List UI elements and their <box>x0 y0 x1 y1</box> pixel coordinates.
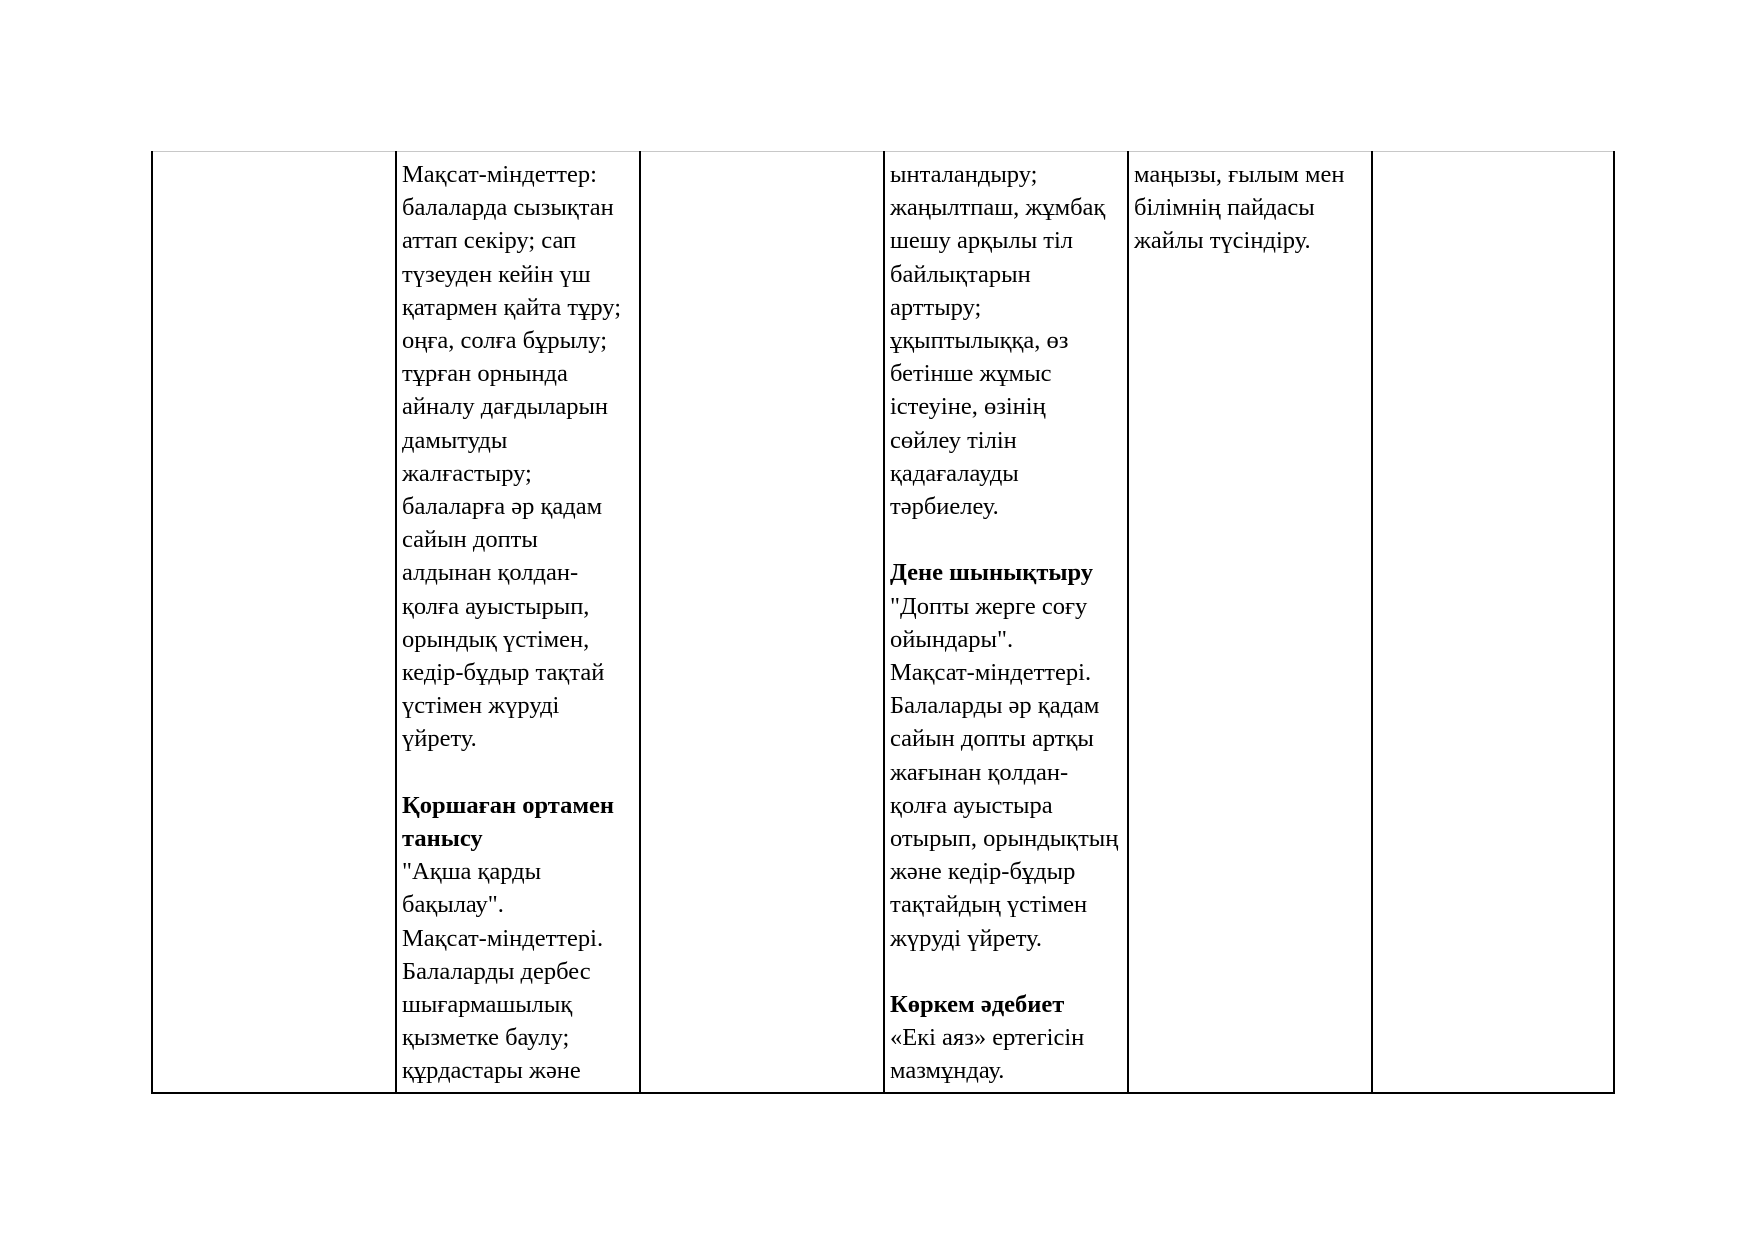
heading-text: Көркем әдебиет <box>890 991 1065 1019</box>
table-cell-col6 <box>1372 152 1614 1093</box>
cell-paragraph: «Екі аяз» ертегісін мазмұндау. <box>890 1024 1085 1085</box>
cell-paragraph: "Допты жерге соғу ойындары". Мақсат-міндеттері. Балаларды әр қадам сайын допты артқы жағынан қолдан- қолға ауыстыра отырып, орындықтың және кедір-бұдыр тақтайдың үстімен жүруді үйрету. <box>890 592 1119 952</box>
table-row <box>152 152 1614 1093</box>
cell-heading <box>890 556 1124 589</box>
cell-paragraph: маңызы, ғылым мен білімнің пайдасы жайлы түсіндіру. <box>1134 161 1345 255</box>
lesson-plan-table <box>151 151 1615 1094</box>
cell-paragraph: Мақсат-міндеттер: балаларда сызықтан аттап секіру; сап түзеуден кейін үш қатармен қайта тұру; оңға, солға бұрылу; тұрған орнында айналу дағдыларын дамытуды жалғастыру; балаларға әр қадам сайын допты алдынан қолдан- қолға ауыстырып, орындық үстімен, кедір-бұдыр тақтай үстімен жүруді үйрету. <box>402 161 622 753</box>
table-cell-col3 <box>640 152 884 1093</box>
cell-paragraph: "Ақша қарды бақылау". Мақсат-міндеттері. Балаларды дербес шығармашылық қызметке баулу; құрдастары және <box>402 858 604 1085</box>
cell-heading <box>402 789 636 855</box>
heading-text: Қоршаған ортамен танысу <box>402 791 615 853</box>
cell-heading <box>890 988 1124 1021</box>
cell-paragraph: ынталандыру; жаңылтпаш, жұмбақ шешу арқылы тіл байлықтарын арттыру; ұқыптылыққа, өз бетінше жұмыс істеуіне, өзінің сөйлеу тілін қадағалауды тәрбиелеу. <box>890 161 1106 521</box>
heading-text: Дене шынықтыру <box>890 559 1094 587</box>
table-cell-col1 <box>152 152 396 1093</box>
table-cell-col4 <box>884 152 1128 1093</box>
table-cell-col2 <box>396 152 640 1093</box>
table-cell-col5 <box>1128 152 1372 1093</box>
